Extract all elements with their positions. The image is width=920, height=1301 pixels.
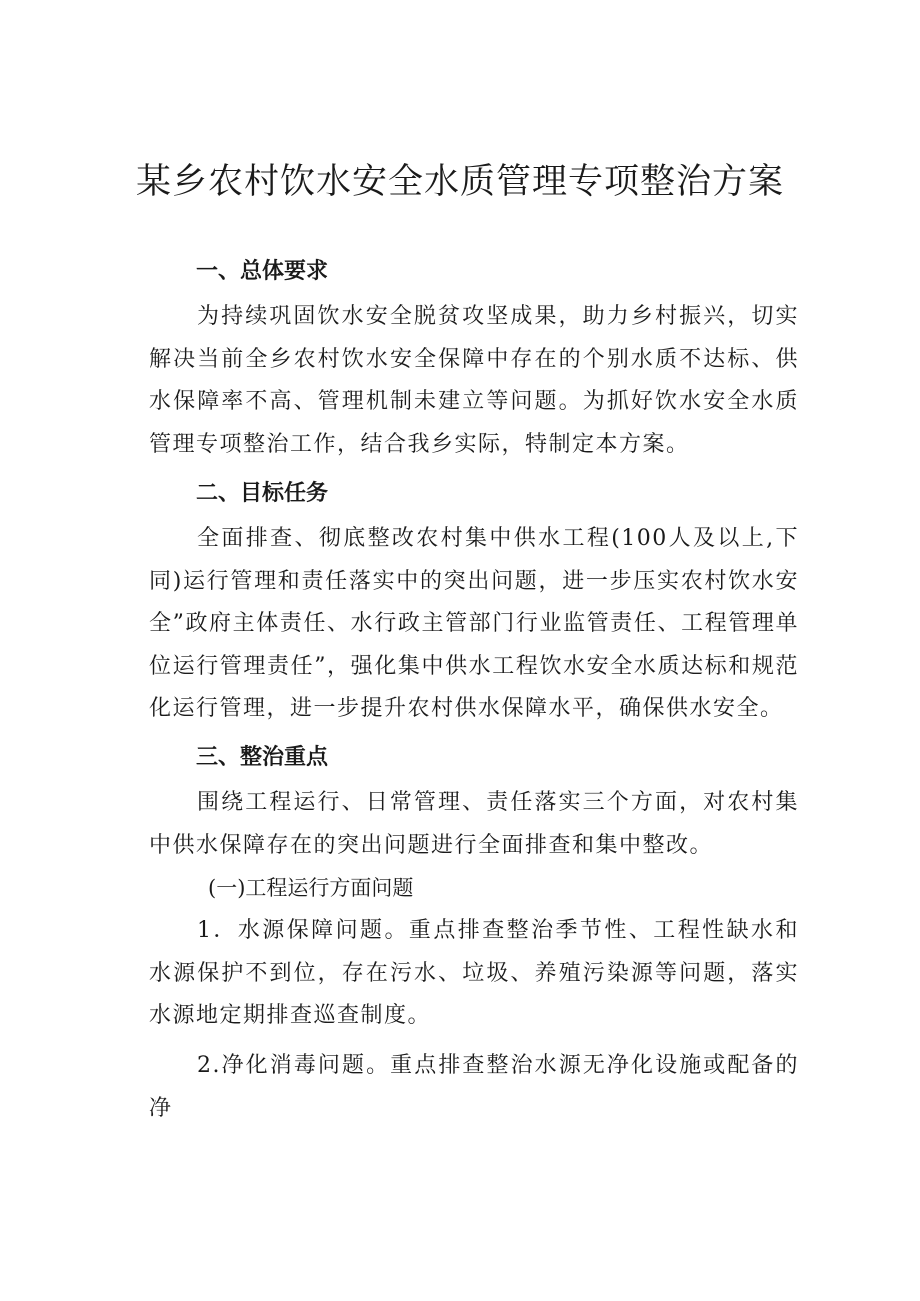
- section-heading-goals-tasks: 二、目标任务: [196, 481, 329, 506]
- section-heading-general-requirements: 一、总体要求: [196, 259, 329, 284]
- list-item-purification: 2.净化消毒问题。重点排查整治水源无净化设施或配备的净: [149, 1053, 799, 1121]
- document-title: 某乡农村饮水安全水质管理专项整治方案: [135, 162, 784, 202]
- subsection-heading-engineering-operation: (一)工程运行方面问题: [208, 876, 414, 900]
- section-2-paragraph: 全面排查、彻底整改农村集中供水工程(100人及以上,下同)运行管理和责任落实中的突出问题，进一步压实农村饮水安全”政府主体责任、水行政主管部门行业监管责任、工程管理单位运行管理责任”，强化集中供水工程饮水安全水质达标和规范化运行管理，进一步提升农村供水保障水平，确保供水安全。: [149, 526, 799, 721]
- section-heading-key-rectification: 三、整治重点: [196, 745, 329, 770]
- section-1-paragraph: 为持续巩固饮水安全脱贫攻坚成果，助力乡村振兴，切实解决当前全乡农村饮水安全保障中存在的个别水质不达标、供水保障率不高、管理机制未建立等问题。为抓好饮水安全水质管理专项整治工作，结合我乡实际，特制定本方案。: [149, 304, 799, 457]
- list-item-water-source: 1．水源保障问题。重点排查整治季节性、工程性缺水和水源保护不到位，存在污水、垃圾、养殖污染源等问题，落实水源地定期排查巡查制度。: [149, 918, 799, 1028]
- section-3-paragraph: 围绕工程运行、日常管理、责任落实三个方面，对农村集中供水保障存在的突出问题进行全面排查和集中整改。: [149, 790, 799, 858]
